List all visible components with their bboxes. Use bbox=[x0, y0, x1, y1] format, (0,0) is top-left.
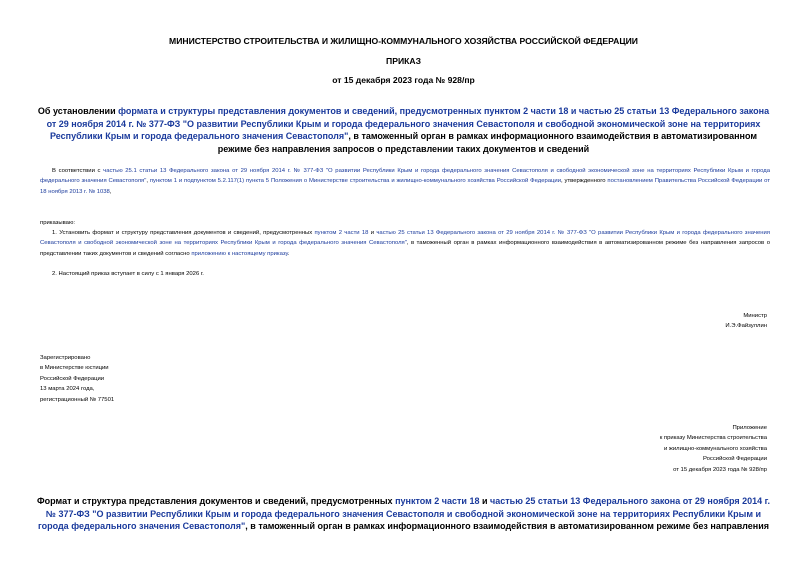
link-appendix[interactable]: приложению к настоящему приказу bbox=[191, 250, 288, 257]
signature-name: И.Э.Файзуллин bbox=[725, 323, 767, 330]
link-ministry-regulation[interactable]: пунктом 1 и подпунктом 5.2.117(1) пункта 5 Положения о Министерстве строительства и жилищно-коммунального хозяйства Российской Федерации bbox=[149, 178, 561, 185]
registration-block: Зарегистрировано в Министерстве юстиции Российской Федерации 13 марта 2024 года, регистрационный № 77501 bbox=[40, 355, 115, 403]
link-point-2-part-18[interactable]: пунктом 2 части 18 bbox=[314, 230, 369, 236]
link-part-25-1-article-13[interactable]: частью 25.1 статьи 13 Федерального закона от 29 ноября 2014 г. № 377-ФЗ "О развитии Республики Крым и города федерального значения Севастополя и свободной экономической зоне на территориях Республики Крым и города федерального значения Севастополя" bbox=[40, 168, 770, 185]
order-item-1: 1. Установить формат и структуру представления документов и сведений, предусмотренных пунктом 2 части 18 и частью 25 статьи 13 Федерального закона от 29 ноября 2014 г. № 377-ФЗ "О развитии Республики Крым и города федерального значения Севастополя и свободной экономической зоне на территориях Республики Крым и города федерального значения Севастополя", в таможенный орган в рамках информационного взаимодействия в автоматизированном режиме без направления запросов о представлении таких документов и сведений согласно приложению к настоящему приказу. bbox=[40, 230, 770, 257]
signature-block bbox=[725, 311, 767, 332]
order-title: Об установлении формата и структуры представления документов и сведений, предусмотренных пунктом 2 части 18 и частью 25 статьи 13 Федерального закона от 29 ноября 2014 г. № 377-ФЗ "О развитии Республики Крым и города федерального значения Севастополя и свободной экономической зоне на территориях Республики Крым и города федерального значения Севастополя", в таможенный орган в рамках информационного взаимодействия в автоматизированном режиме без направления запросов о представлении таких документов и сведений bbox=[37, 106, 770, 154]
preamble-paragraph: В соответствии с частью 25.1 статьи 13 Федерального закона от 29 ноября 2014 г. № 377-ФЗ "О развитии Республики Крым и города федерального значения Севастополя и свободной экономической зоне на территориях Республики Крым и города федерального значения Севастополя", пунктом 1 и подпунктом 5.2.117(1) пункта 5 Положения о Министерстве строительства и жилищно-коммунального хозяйства Российской Федерации, утвержденного постановлением Правительства Российской Федерации от 18 ноября 2013 г. № 1038, bbox=[40, 168, 771, 195]
link-point-2-part-18[interactable]: пунктом 2 части 18 bbox=[395, 496, 480, 506]
link-part-25-article-13[interactable]: частью 25 статьи 13 Федерального закона от 29 ноября 2014 г. № 377-ФЗ "О развитии Республики Крым и города федерального значения Севастополя и свободной экономической зоне на территориях Республики Крым и города федерального значения Севастополя" bbox=[37, 496, 771, 531]
signature-position: Министр bbox=[743, 313, 767, 319]
link-format-structure[interactable]: формата и структуры представления документов и сведений, предусмотренных bbox=[118, 106, 484, 116]
order-item-2: 2. Настоящий приказ вступает в силу с 1 января 2026 г. bbox=[52, 271, 204, 277]
link-government-decree[interactable]: постановлением Правительства Российской Федерации от 18 ноября 2013 г. № 1038 bbox=[40, 178, 771, 195]
link-part-25-article-13[interactable]: частью 25 статьи 13 Федерального закона от 29 ноября 2014 г. № 377-ФЗ "О развитии Республики Крым и города федерального значения Севастополя и свободной экономической зоне на территориях Республики Крым и города федерального значения Севастополя" bbox=[46, 106, 770, 141]
orders-label: приказываю: bbox=[40, 220, 76, 226]
appendix-title: Формат и структура представления документов и сведений, предусмотренных пунктом 2 части 18 и частью 25 статьи 13 Федерального закона от 29 ноября 2014 г. № 377-ФЗ "О развитии Республики Крым и города федерального значения Севастополя и свободной экономической зоне на территориях Республики Крым и города федерального значения Севастополя", в таможенный орган в рамках информационного взаимодействия в автоматизированном режиме без направления bbox=[36, 496, 771, 531]
link-part-25-article-13[interactable]: частью 25 статьи 13 Федерального закона от 29 ноября 2014 г. № 377-ФЗ "О развитии Республики Крым и города федерального значения Севастополя и свободной экономической зоне на территориях Республики Крым и города федерального значения Севастополя" bbox=[40, 230, 770, 247]
doc-type-heading: ПРИКАЗ bbox=[386, 56, 421, 66]
doc-date-number: от 15 декабря 2023 года № 928/пр bbox=[332, 75, 475, 85]
appendix-block: Приложение к приказу Министерства строительства и жилищно-коммунального хозяйства Российской Федерации от 15 декабря 2023 года № 928/пр bbox=[659, 425, 767, 473]
ministry-heading: МИНИСТЕРСТВО СТРОИТЕЛЬСТВА И ЖИЛИЩНО-КОММУНАЛЬНОГО ХОЗЯЙСТВА РОССИЙСКОЙ ФЕДЕРАЦИИ bbox=[169, 36, 638, 46]
link-point-2-part-18[interactable]: пунктом 2 части 18 bbox=[483, 106, 569, 116]
